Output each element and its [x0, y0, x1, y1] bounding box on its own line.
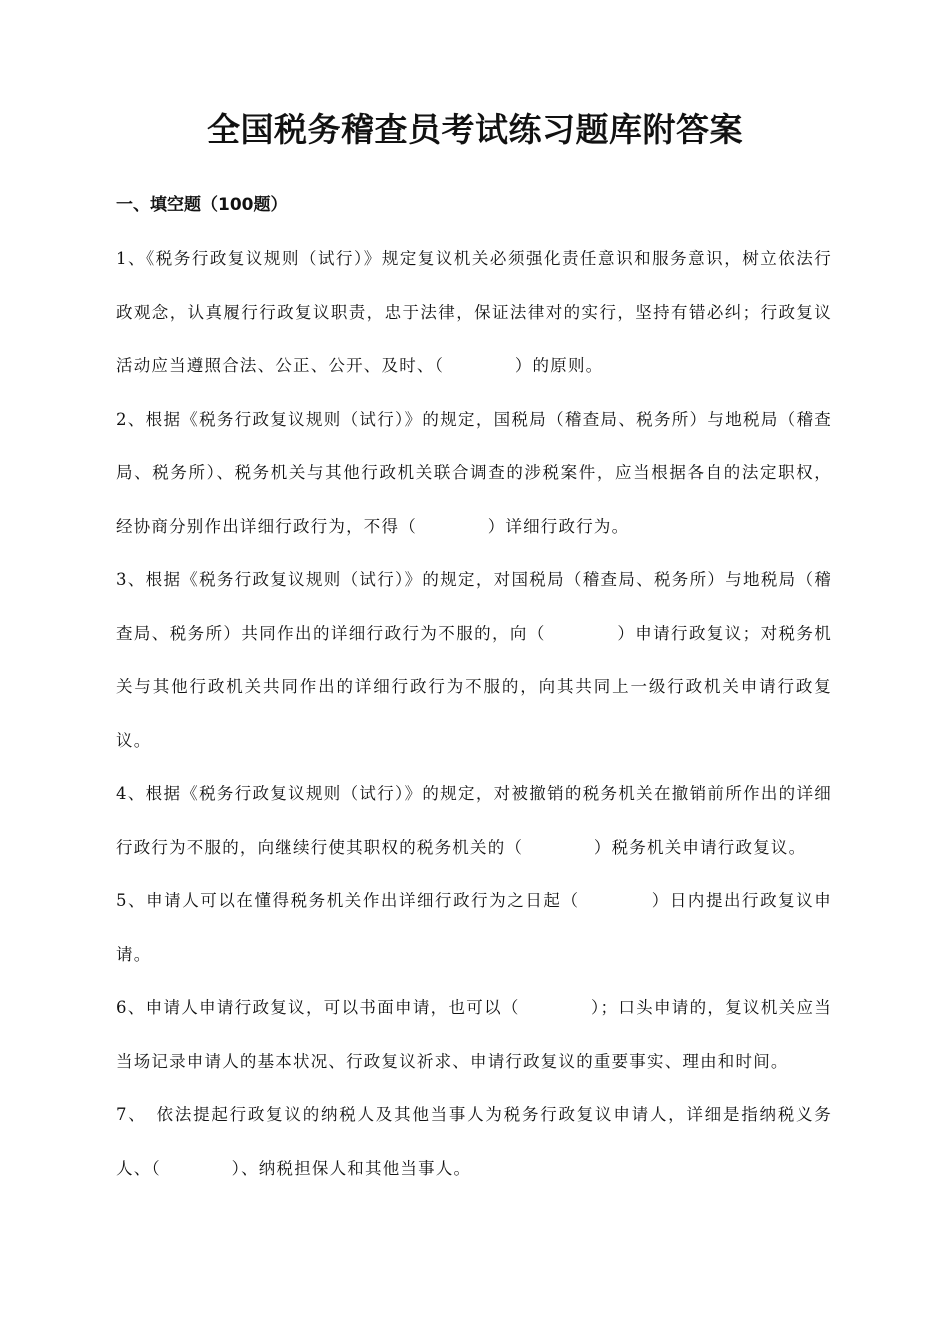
document-title: 全国税务稽查员考试练习题库附答案: [207, 110, 743, 149]
question-item: 4、根据《税务行政复议规则（试行）》的规定，对被撤销的税务机关在撤销前所作出的详细行政行为不服的，向继续行使其职权的税务机关的（ ）税务机关申请行政复议。: [116, 784, 832, 857]
question-item: 5、申请人可以在懂得税务机关作出详细行政行为之日起（ ）日内提出行政复议申请。: [116, 891, 832, 964]
question-item: 6、申请人申请行政复议，可以书面申请，也可以（ ）；口头申请的，复议机关应当当场记录申请人的基本状况、行政复议祈求、申请行政复议的重要事实、理由和时间。: [116, 998, 832, 1071]
question-item: 1、《税务行政复议规则（试行）》规定复议机关必须强化责任意识和服务意识，树立依法行政观念，认真履行行政复议职责，忠于法律，保证法律对的实行，坚持有错必纠；行政复议活动应当遵照合法、公正、公开、及时、（ ）的原则。: [116, 249, 832, 375]
section-heading: 一、填空题（100题）: [116, 195, 288, 215]
question-item: 7、 依法提起行政复议的纳税人及其他当事人为税务行政复议申请人，详细是指纳税义务人、（ ）、纳税担保人和其他当事人。: [116, 1105, 832, 1178]
question-item: 2、根据《税务行政复议规则（试行）》的规定，国税局（稽查局、税务所）与地税局（稽查局、税务所）、税务机关与其他行政机关联合调查的涉税案件，应当根据各自的法定职权，经协商分别作出详细行政行为，不得（ ）详细行政行为。: [116, 409, 832, 536]
question-list: [116, 232, 832, 1195]
question-item: 3、根据《税务行政复议规则（试行）》的规定，对国税局（稽查局、税务所）与地税局（稽查局、税务所）共同作出的详细行政行为不服的，向（ ）申请行政复议；对税务机关与其他行政机关共同作出的详细行政行为不服的，向其共同上一级行政机关申请行政复议。: [116, 570, 832, 750]
